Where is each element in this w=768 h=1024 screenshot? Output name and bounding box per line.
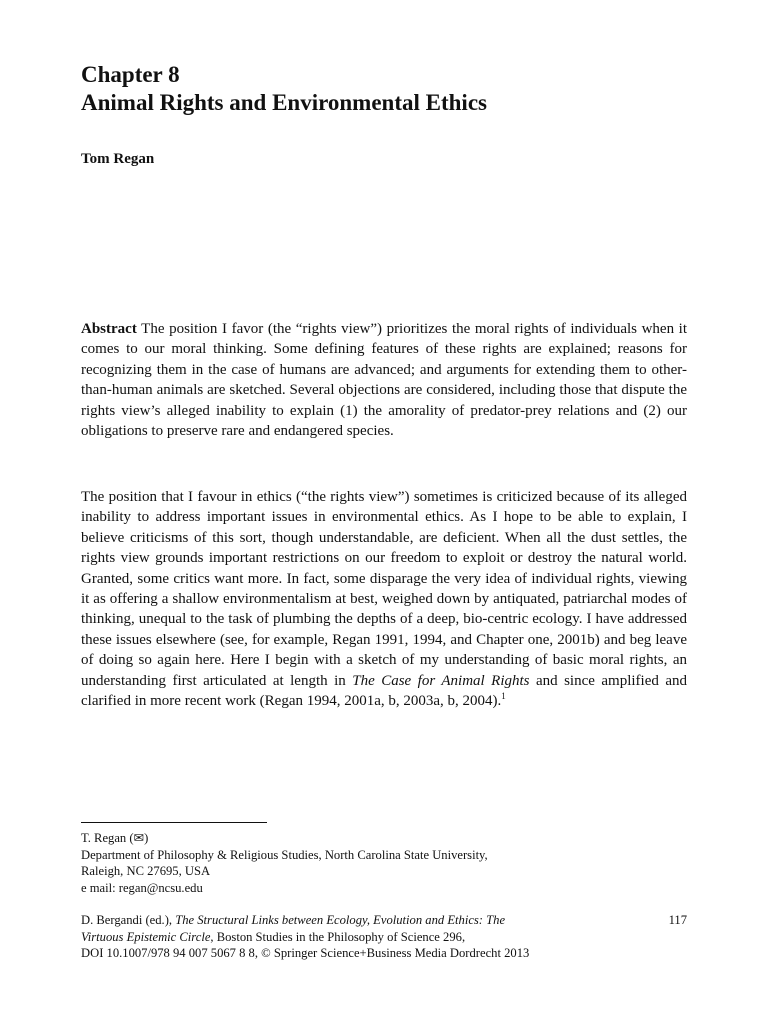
chapter-number: Chapter 8 xyxy=(81,62,180,87)
page-number: 117 xyxy=(668,913,687,927)
author-name: Tom Regan xyxy=(81,151,155,167)
footnote-divider xyxy=(81,822,267,823)
author-affiliation xyxy=(81,830,687,896)
affiliation-city: Raleigh, NC 27695, USA xyxy=(81,864,211,879)
abstract-paragraph xyxy=(81,319,687,441)
affiliation-department: Department of Philosophy & Religious Studies, North Carolina State University, xyxy=(81,847,488,862)
affiliation-name: T. Regan (✉) xyxy=(81,831,149,845)
chapter-title: Animal Rights and Environmental Ethics xyxy=(81,90,487,115)
affiliation-email: e mail: regan@ncsu.edu xyxy=(81,880,203,895)
body-text-part-1: The position that I favour in ethics (“the rights view”) sometimes is criticized because of its alleged inability to address important issues in environmental ethics. As I hope to be able to explain, I believe criticisms of this sort, though understandable, are deficient. When all the dust settles, the rights view grounds important restrictions on our freedom to exploit or destroy the natural world. Granted, some critics want more. In fact, some disparage the very idea of individual rights, viewing it as offering a shallow environmentalism at best, weighed down by antiquated, patriarchal modes of thinking, unequal to the task of plumbing the depths of a deep, bio-centric ecology. I have addressed these issues elsewhere (see, for example, Regan 1991, 1994, and Chapter one, 2001b) and beg leave of doing so again here. Here I begin with a sketch of my understanding of basic moral rights, an understanding first articulated at length in xyxy=(81,489,687,689)
citation-editor: D. Bergandi (ed.), xyxy=(81,913,176,927)
citation-line-2 xyxy=(81,929,687,946)
body-paragraph xyxy=(81,487,687,711)
body-text-part-2: and since amplified and clarified in more recent work (Regan 1994, 2001a, b, 2003a, b, 2004). xyxy=(81,672,687,710)
citation-line-1 xyxy=(81,912,687,929)
citation-book-title-2: Virtuous Epistemic Circle xyxy=(81,929,211,944)
abstract-text: The position I favor (the “rights view”) prioritizes the moral rights of individuals when it comes to our moral thinking. Some defining features of these rights are explained; reasons for recognizing them in the case of humans are advanced; and arguments for extending them to other-than-human animals are sketched. Several objections are considered, including those that dispute the rights view’s alleged inability to explain (1) the amorality of predator-prey relations and (2) our obligations to preserve rare and endangered species. xyxy=(81,321,687,440)
book-citation xyxy=(81,912,687,962)
citation-doi: DOI 10.1007/978 94 007 5067 8 8, © Springer Science+Business Media Dordrecht 2013 xyxy=(81,946,530,961)
book-title-reference: The Case for Animal Rights xyxy=(352,672,530,689)
footnote-marker: 1 xyxy=(501,691,506,702)
abstract-label: Abstract xyxy=(81,321,137,337)
citation-book-title-1: The Structural Links between Ecology, Evolution and Ethics: The xyxy=(175,913,506,927)
citation-series: , Boston Studies in the Philosophy of Science 296, xyxy=(210,929,466,944)
